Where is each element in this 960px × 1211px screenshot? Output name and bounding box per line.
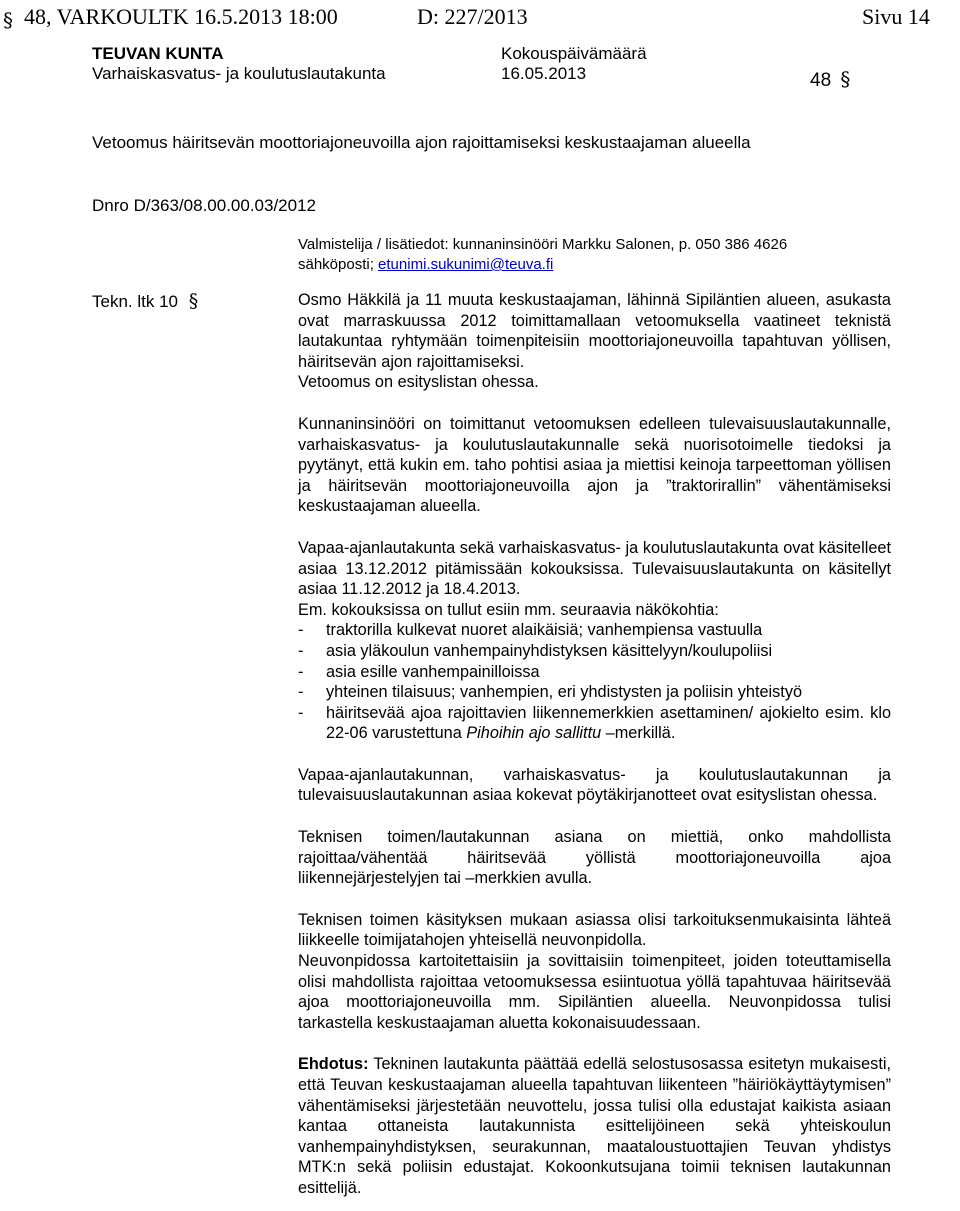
- bullet-dash: -: [298, 703, 304, 722]
- bullet-dash: -: [298, 621, 304, 640]
- page-title: Vetoomus häiritsevän moottoriajoneuvoilla ajon rajoittamiseksi keskustaajaman alueella: [92, 133, 751, 152]
- section-sign-icon: §: [840, 67, 851, 91]
- contact-info: [298, 235, 787, 275]
- main-body: [298, 290, 891, 1199]
- list-item: [298, 662, 891, 683]
- proposal-text: Tekninen lautakunta päättää edellä selostusosassa esitetyn mukaisesti, että Teuvan keskustaajaman alueella tapahtuvan liikenteen ”häiriökäyttäytymisen” vähentämiseksi järjestetään neuvottelu, jossa tulisi olla edustajat kaikista asiaan kantaa ottaneista lautakunnista esittelijöineen sekä yhteiskoulun vanhempainyhdistyksen, seurakunnan, maataloustuottajien Teuvan yhdistys MTK:n sekä poliisin edustajat. Kokoonkutsujana toimii teknisen lautakunnan esittelijä.: [298, 1055, 891, 1197]
- paragraph-text: Teknisen toimen käsityksen mukaan asiassa olisi tarkoituksenmukaisinta lähteä liikkeelle toimijatahojen yhteisellä neuvonpidolla.: [298, 910, 891, 950]
- page-number: Sivu 14: [862, 4, 930, 29]
- doc-reference: 48, VARKOULTK 16.5.2013 18:00: [24, 4, 338, 29]
- section-sign-icon: §: [188, 290, 199, 312]
- proposal: [298, 1054, 891, 1198]
- list-item: [298, 620, 891, 641]
- list-item-text: traktorilla kulkevat nuoret alaikäisiä; vanhempiensa vastuulla: [326, 621, 763, 640]
- paragraph-engineer: Kunnaninsinööri on toimittanut vetoomuksen edelleen tulevaisuuslautakunnalle, varhaiskasvatus- ja koulutuslautakunnalle sekä nuorisotoimelle tiedoksi ja pyytänyt, että kukin em. taho pohtisi asiaa ja miettisi keinoja tarpeettoman yöllisen ja häiritsevän moottoriajoneuvoilla ajon ja ”traktorirallin” vähentämiseksi keskustaajaman alueella.: [298, 414, 891, 516]
- email-link[interactable]: etunimi.sukunimi@teuva.fi: [378, 256, 554, 273]
- date-label: Kokouspäivämäärä: [501, 44, 647, 63]
- meeting-date: 16.05.2013: [501, 64, 587, 83]
- section-icon: [2, 2, 18, 32]
- proposal-label: Ehdotus:: [298, 1055, 369, 1074]
- bullet-dash: -: [298, 641, 304, 660]
- section-number: [810, 68, 850, 92]
- paragraph-petition: [298, 290, 891, 393]
- contact-email-line: [298, 255, 787, 275]
- paragraph-text: Vetoomus on esityslistan ohessa.: [298, 373, 539, 392]
- list-item-text: asia yläkoulun vanhempainyhdistyksen käsittelyyn/koulupoliisi: [326, 641, 773, 660]
- record-number: Dnro D/363/08.00.00.03/2012: [92, 196, 317, 215]
- list-item-text: [326, 703, 891, 744]
- paragraph-committees: [298, 538, 891, 744]
- organization-name: TEUVAN KUNTA: [92, 44, 224, 63]
- contact-preparer: Valmistelija / lisätiedot: kunnaninsinööri Markku Salonen, p. 050 386 4626: [298, 236, 788, 253]
- committee-name: Varhaiskasvatus- ja koulutuslautakunta: [92, 64, 386, 83]
- paragraph-text: Em. kokouksissa on tullut esiin mm. seuraavia näkökohtia:: [298, 600, 719, 619]
- list-item-text-part: häiritsevää ajoa rajoittavien liikennemerkkien asettaminen/ ajokielto esim. klo 22-06 varustettuna: [326, 703, 891, 743]
- list-item-text: yhteinen tilaisuus; vanhempien, eri yhdistysten ja poliisin yhteistyö: [326, 683, 803, 702]
- svg-text:§: §: [3, 7, 13, 32]
- paragraph-technical-task: Teknisen toimen/lautakunnan asiana on miettiä, onko mahdollista rajoittaa/vähentää häiritsevää yöllistä moottoriajoneuvoilla ajoa liikennejärjestelyjen tai –merkkien avulla.: [298, 828, 891, 888]
- list-item-text-part: –merkillä.: [601, 724, 676, 743]
- paragraph-consultation: [298, 910, 891, 1034]
- list-item: [298, 682, 891, 703]
- agenda-section-label: [92, 290, 198, 313]
- paragraph-text: Vapaa-ajanlautakunta sekä varhaiskasvatus- ja koulutuslautakunta ovat käsitelleet asiaa 13.12.2012 pitämissään kokouksissa. Tulevaisuuslautakunta on käsitellyt asiaa 11.12.2012 ja 18.4.2013.: [298, 538, 891, 599]
- doc-number: D: 227/2013: [417, 4, 528, 29]
- list-item-text: asia esille vanhempainilloissa: [326, 662, 540, 681]
- paragraph-minutes: Vapaa-ajanlautakunnan, varhaiskasvatus- ja koulutuslautakunnan ja tulevaisuuslautakunnan asiaa kokevat pöytäkirjanotteet ovat esityslistan ohessa.: [298, 765, 891, 805]
- agenda-section-text: Tekn. ltk 10: [92, 292, 178, 311]
- list-item: [298, 703, 891, 744]
- paragraph-text: Neuvonpidossa kartoitettaisiin ja sovittaisiin toimenpiteet, joiden toteuttamisella olisi mahdollista rajoittaa vetoomuksessa esiintuotua yöllä tapahtuvaa häiritsevää ajoa moottoriajoneuvoilla mm. Sipiläntien alueella. Neuvonpidossa tulisi tarkastella keskustaajaman aluetta kokonaisuudessaan.: [298, 952, 891, 1032]
- email-label: sähköposti;: [298, 256, 379, 273]
- sign-name: Pihoihin ajo sallittu: [466, 724, 602, 743]
- bullet-dash: -: [298, 662, 304, 681]
- bullet-dash: -: [298, 683, 304, 702]
- paragraph-text: Osmo Häkkilä ja 11 muuta keskustaajaman, lähinnä Sipiläntien alueen, asukasta ovat marraskuussa 2012 toimittamallaan vetoomuksella vaatineet teknistä lautakuntaa ryhtymään toimenpiteisiin moottoriajoneuvoilla tapahtuvan yöllisen, häiritsevän ajon rajoittamiseksi.: [298, 291, 891, 371]
- list-item: [298, 641, 891, 662]
- section-number-value: 48: [810, 70, 832, 91]
